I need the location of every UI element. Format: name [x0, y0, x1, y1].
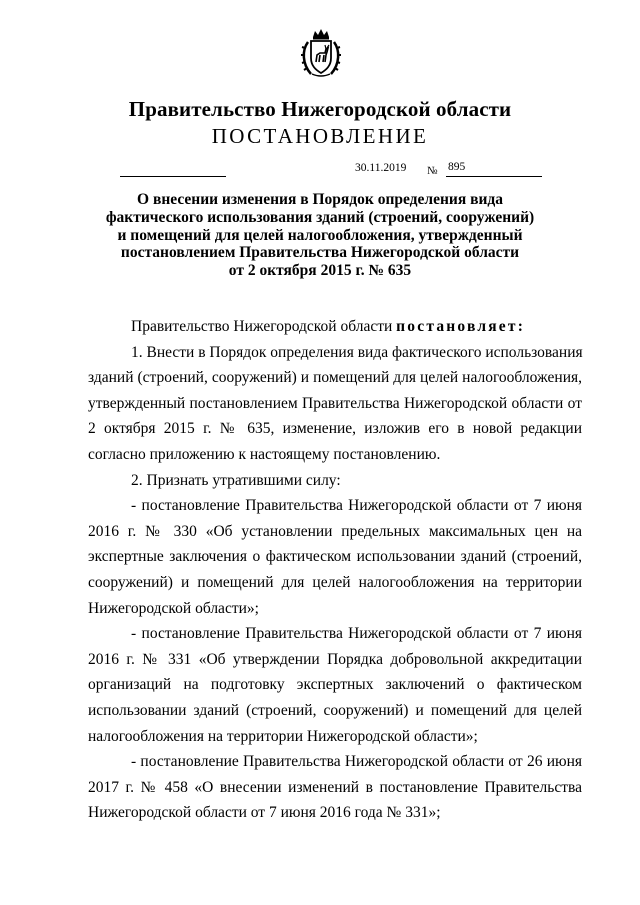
government-title: Правительство Нижегородской области [128, 97, 512, 121]
body-line: организаций на подготовку экспертных заключений о фактическом [88, 676, 582, 694]
document-date: 30.11.2019 [355, 162, 407, 174]
body-line: 2016 г. № 330 «Об установлении предельных максимальных цен на [88, 522, 582, 540]
intro-prefix: Правительство Нижегородской области [131, 318, 397, 335]
decree-word: постановляет: [396, 318, 526, 335]
body-line: зданий (строений, сооружений) и помещений для целей налогообложения, [88, 369, 582, 387]
body-line: утвержденный постановлением Правительства Нижегородской области от [88, 394, 582, 412]
coat-of-arms-icon [299, 28, 343, 80]
body-line: 2. Признать утратившими силу: [131, 471, 341, 489]
body-line: 2017 г. № 458 «О внесении изменений в постановление Правительства [88, 778, 582, 796]
body-line: 2 октября 2015 г. № 635, изменение, изложив его в новой редакции [88, 420, 582, 438]
body-line: 1. Внести в Порядок определения вида фактического использования [131, 343, 583, 361]
intro-line [88, 314, 582, 340]
body-line: Нижегородской области от 7 июня 2016 года № 331»; [88, 804, 441, 822]
number-line [446, 176, 542, 177]
body-line: Нижегородской области»; [88, 599, 259, 617]
body-line: экспертные заключения о фактическом использовании зданий (строений, [88, 548, 582, 566]
heading-line: О внесении изменения в Порядок определения вида [137, 191, 503, 208]
document-number: 895 [448, 161, 466, 173]
signature-line-left [120, 176, 226, 177]
number-sign: № [427, 165, 438, 177]
body-line: использовании зданий (строений, сооружений) и помещений для целей [88, 701, 582, 719]
body-line: 2016 г. № 331 «Об утверждении Порядка добровольной аккредитации [88, 650, 582, 668]
document-heading [90, 191, 550, 280]
document-body [88, 314, 582, 826]
heading-line: от 2 октября 2015 г. № 635 [228, 262, 412, 280]
heading-line: постановлением Правительства Нижегородской области [120, 244, 520, 262]
document-type: ПОСТАНОВЛЕНИЕ [211, 124, 429, 148]
body-line: сооружений) и помещений для целей налогообложения на территории [88, 573, 582, 591]
heading-line: фактического использования зданий (строений, сооружений) [105, 208, 535, 226]
heading-line: и помещений для целей налогообложения, утвержденный [117, 226, 523, 244]
body-line: - постановление Правительства Нижегородской области от 26 июня [131, 753, 582, 771]
body-line: согласно приложению к настоящему постановлению. [88, 445, 441, 463]
body-line: налогообложения на территории Нижегородской области»; [88, 727, 478, 745]
body-line: - постановление Правительства Нижегородской области от 7 июня [131, 497, 582, 515]
body-line: - постановление Правительства Нижегородской области от 7 июня [131, 625, 582, 643]
